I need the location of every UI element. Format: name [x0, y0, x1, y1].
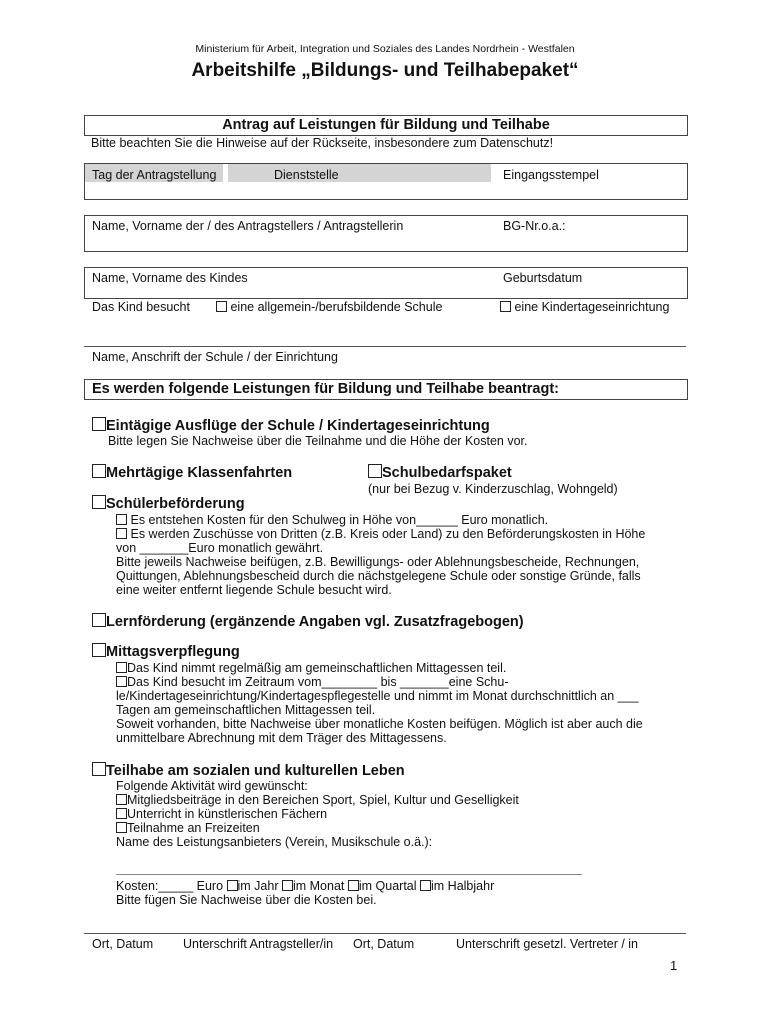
office-field-label: Dienststelle: [274, 168, 339, 182]
place-date-1: Ort, Datum: [92, 937, 154, 951]
guardian-signature: Unterschrift gesetzl. Vertreter / in: [456, 937, 639, 951]
page-number: 1: [670, 958, 678, 973]
provider-label: Name des Leistungsanbieters (Verein, Musikschule o.ä.):: [116, 835, 433, 849]
tutoring-option[interactable]: [92, 613, 524, 630]
attends-label: Das Kind besucht: [92, 300, 190, 314]
date-field-label: Tag der Antragstellung: [92, 168, 217, 182]
checkbox-icon[interactable]: [368, 464, 382, 478]
lunch-note-2: unmittelbare Abrechnung mit dem Träger des Mittagessens.: [116, 731, 447, 745]
divider: [84, 346, 686, 347]
privacy-note: Bitte beachten Sie die Hinweise auf der Rückseite, insbesondere zum Datenschutz!: [91, 136, 554, 150]
lunch-period-cont-1: le/Kindertageseinrichtung/Kindertagespflegestelle und nimmt im Monat durchschnittlich an ___: [116, 689, 639, 703]
transport-option[interactable]: [92, 495, 245, 512]
checkbox-icon[interactable]: [282, 880, 293, 891]
transport-subsidy-cont: von _______Euro monatlich gewährt.: [116, 541, 324, 555]
transport-cost-label: Es entstehen Kosten für den Schulweg in Höhe von______ Euro monatlich.: [130, 513, 549, 527]
lunch-regular-label: Das Kind nimmt regelmäßig am gemeinschaftlichen Mittagessen teil.: [127, 661, 507, 675]
shade-dienststelle: [228, 164, 491, 182]
checkbox-icon[interactable]: [116, 662, 127, 673]
membership-option[interactable]: [116, 793, 519, 807]
checkbox-icon[interactable]: [116, 808, 127, 819]
checkbox-icon[interactable]: [116, 676, 127, 687]
lunch-period-option[interactable]: [116, 675, 508, 689]
art-lessons-option[interactable]: [116, 807, 327, 821]
transport-note-1: Bitte jeweils Nachweise beifügen, z.B. Bewilligungs- oder Ablehnungsbescheide, Rechnungen,: [116, 555, 640, 569]
checkbox-icon[interactable]: [348, 880, 359, 891]
stamp-field-label: Eingangsstempel: [503, 168, 599, 182]
lunch-regular-option[interactable]: [116, 661, 506, 675]
day-trips-label: Eintägige Ausflüge der Schule / Kindertageseinrichtung: [106, 418, 490, 434]
transport-cost-option[interactable]: [116, 513, 548, 527]
daycare-option[interactable]: [500, 300, 669, 314]
transport-subsidy-label: Es werden Zuschüsse von Dritten (z.B. Kreis oder Land) zu den Beförderungskosten in Höhe: [130, 527, 646, 541]
lunch-period-label: Das Kind besucht im Zeitraum vom________ bis _______eine Schu-: [127, 675, 509, 689]
cost-row: [116, 879, 494, 893]
page-title: Arbeitshilfe „Bildungs- und Teilhabepaket“: [191, 60, 579, 81]
checkbox-icon[interactable]: [92, 643, 106, 657]
per-year-label: im Jahr: [237, 879, 279, 893]
cost-label: Kosten:_____ Euro: [116, 879, 224, 893]
checkbox-icon[interactable]: [92, 613, 106, 627]
art-lessons-label: Unterricht in künstlerischen Fächern: [127, 807, 328, 821]
day-trips-option[interactable]: [92, 417, 490, 434]
cost-note: Bitte fügen Sie Nachweise über die Kosten bei.: [116, 893, 377, 907]
checkbox-icon[interactable]: [92, 464, 106, 478]
school-option-label: eine allgemein-/berufsbildende Schule: [230, 300, 443, 314]
signature-line: [84, 933, 686, 934]
transport-label: Schülerbeförderung: [106, 496, 245, 512]
leisure-option[interactable]: [116, 821, 260, 835]
day-trips-note: Bitte legen Sie Nachweise über die Teilnahme und die Höhe der Kosten vor.: [108, 434, 528, 448]
checkbox-icon[interactable]: [116, 514, 127, 525]
bg-number-label: BG-Nr.o.a.:: [503, 219, 566, 233]
checkbox-icon[interactable]: [216, 301, 227, 312]
checkbox-icon[interactable]: [116, 794, 127, 805]
checkbox-icon[interactable]: [92, 495, 106, 509]
school-supplies-note: (nur bei Bezug v. Kinderzuschlag, Wohngeld): [368, 482, 618, 496]
daycare-option-label: eine Kindertageseinrichtung: [514, 300, 670, 314]
checkbox-icon[interactable]: [420, 880, 431, 891]
class-trips-option[interactable]: [92, 464, 292, 481]
checkbox-icon[interactable]: [116, 822, 127, 833]
ministry-header: Ministerium für Arbeit, Integration und Soziales des Landes Nordrhein - Westfalen: [195, 43, 575, 55]
birthdate-label: Geburtsdatum: [503, 271, 583, 285]
tutoring-label: Lernförderung (ergänzende Angaben vgl. Zusatzfragebogen): [106, 614, 524, 630]
participation-label: Teilhabe am sozialen und kulturellen Leben: [106, 763, 405, 779]
lunch-option[interactable]: [92, 643, 240, 660]
leisure-label: Teilnahme an Freizeiten: [127, 821, 260, 835]
place-date-2: Ort, Datum: [353, 937, 415, 951]
applicant-name-label: Name, Vorname der / des Antragstellers / Antragstellerin: [92, 219, 404, 233]
school-supplies-option[interactable]: [368, 464, 512, 481]
transport-note-2: Quittungen, Ablehnungsbescheid durch die nächstgelegene Schule oder sonstige Gründe, falls: [116, 569, 641, 583]
participation-option[interactable]: [92, 762, 405, 779]
form-title: Antrag auf Leistungen für Bildung und Teilhabe: [222, 117, 550, 133]
section-title: Es werden folgende Leistungen für Bildung und Teilhabe beantragt:: [92, 381, 559, 397]
checkbox-icon[interactable]: [227, 880, 238, 891]
school-supplies-label: Schulbedarfspaket: [382, 465, 512, 481]
applicant-signature: Unterschrift Antragsteller/in: [183, 937, 334, 951]
school-address-label: Name, Anschrift der Schule / der Einrichtung: [92, 350, 338, 364]
checkbox-icon[interactable]: [500, 301, 511, 312]
transport-note-3: eine weiter entfernt liegende Schule besucht wird.: [116, 583, 392, 597]
child-name-label: Name, Vorname des Kindes: [92, 271, 248, 285]
class-trips-label: Mehrtägige Klassenfahrten: [106, 465, 293, 481]
lunch-period-cont-2: Tagen am gemeinschaftlichen Mittagessen teil.: [116, 703, 376, 717]
per-month-label: im Monat: [292, 879, 345, 893]
school-option[interactable]: [216, 300, 442, 314]
participation-intro: Folgende Aktivität wird gewünscht:: [116, 779, 308, 793]
membership-label: Mitgliedsbeiträge in den Bereichen Sport, Spiel, Kultur und Geselligkeit: [127, 793, 519, 807]
checkbox-icon[interactable]: [116, 528, 127, 539]
lunch-note-1: Soweit vorhanden, bitte Nachweise über monatliche Kosten beifügen. Möglich ist aber auch die: [116, 717, 643, 731]
per-quarter-label: im Quartal: [358, 879, 417, 893]
transport-subsidy-option[interactable]: [116, 527, 645, 541]
provider-line[interactable]: [116, 874, 582, 875]
checkbox-icon[interactable]: [92, 417, 106, 431]
per-halfyear-label: im Halbjahr: [431, 879, 495, 893]
lunch-label: Mittagsverpflegung: [106, 644, 240, 660]
checkbox-icon[interactable]: [92, 762, 106, 776]
